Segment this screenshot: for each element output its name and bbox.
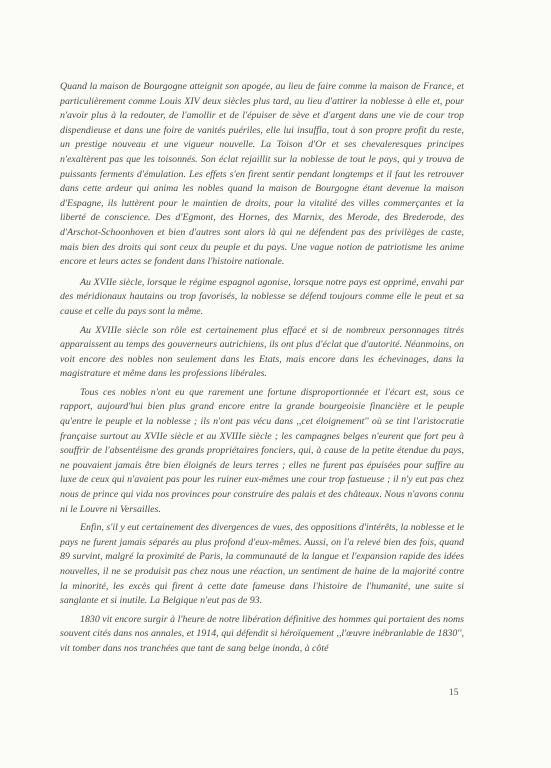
paragraph-1830: 1830 vit encore surgir à l'heure de notre libération définitive des hommes qui portaient des noms souvent cités dans nos annales, et 1914, qui défendit si héroïquement ,,l'œuvre inébranlable de 1830'', vit tomber dans nos tranchées que tant de sang belge inonda, à côté bbox=[60, 613, 464, 654]
paragraph-divergences: Enfin, s'il y eut certainement des divergences de vues, des oppositions d'intérêts, la noblesse et le pays ne furent jamais séparés au plus profond d'eux-mêmes. Aussi, on l'a relevé bien des fois, quand 89 survint, malgré la proximité de Paris, la communauté de la langue et l'expansion rapide des idées nouvelles, il ne se produisit pas chez nous une réaction, un sentiment de haine de la majorité contre la minorité, les excès qui firent à cette date fameuse dans l'histoire de l'humanité, une suite si sanglante et si inutile. La Belgique n'eut pas de 93. bbox=[60, 522, 464, 607]
page-number: 15 bbox=[449, 688, 459, 698]
paragraph-fortune: Tous ces nobles n'ont eu que rarement une fortune disproportionnée et l'écart est, sous ce rapport, aujourd'hui bien plus grand encore entre la grande bourgeoisie financière et le peuple qu'entre le peuple et la noblesse ; ils n'ont pas vécu dans ,,cet éloignement'' où se tint l'aristocratie française surtout au XVIIe siècle et au XVIIIe siècle ; les campagnes belges n'eurent que fort peu à souffrir de l'absentéisme des grands propriétaires fonciers, qui, à cause de la petite étendue du pays, ne pouvaient jamais être bien éloignés de leurs terres ; elles ne furent pas épuisées pour suffire au luxe de ceux qui n'avaient pas pour les ruiner eux-mêmes une cour trop fastueuse ; il n'y eut pas chez nous de prince qui vida nos provinces pour construire des palais et des châteaux. Nous n'avons connu ni le Louvre ni Versailles. bbox=[60, 386, 464, 515]
body-text bbox=[60, 80, 464, 661]
paragraph-bourgogne: Quand la maison de Bourgogne atteignit son apogée, au lieu de faire comme la maison de France, et particulièrement comme Louis XIV deux siècles plus tard, au lieu d'attirer la noblesse à elle et, pour n'avoir plus à la redouter, de l'amollir et de l'épuiser de sève et d'argent dans une vie de cour trop dispendieuse et dans une foire de vanités puériles, elle lui insuffla, tout à son propre profit du reste, un prestige nouveau et une vigueur nouvelle. La Toison d'Or et ses chevaleresques principes n'exaltèrent pas que les toisonnés. Son éclat rejaillit sur la noblesse de tout le pays, qui y trouva de puissants ferments d'émulation. Les effets s'en firent sentir pendant longtemps et il faut les retrouver dans cette ardeur qui anima les nobles quand la maison de Bourgogne étant devenue la maison d'Espagne, ils luttèrent pour le maintien de droits, pour la vitalité des villes commerçantes et la liberté de conscience. Des d'Egmont, des Hornes, des Marnix, des Merode, des Brederode, des d'Arschot-Schoonhoven et bien d'autres sont alors là qui ne défendent pas des privilèges de caste, mais bien des droits qui sont ceux du peuple et du pays. Une vague notion de patriotisme les anime encore et leurs actes se fondent dans l'histoire nationale. bbox=[60, 81, 464, 268]
paragraph-xviie-siecle: Au XVIIe siècle, lorsque le régime espagnol agonise, lorsque notre pays est opprimé, envahi par des méridionaux hautains ou trop favorisés, la noblesse se défend toujours comme elle le peut et sa cause et celle du pays sont la même. bbox=[60, 276, 464, 317]
paragraph-xviiie-siecle: Au XVIIIe siècle son rôle est certainement plus effacé et si de nombreux personnages titrés apparaissent au temps des gouverneurs autrichiens, ils ont plus d'éclat que d'autorité. Néanmoins, on voit encore des nobles non seulement dans les Etats, mais encore dans les échevinages, dans la magistrature et même dans les professions libérales. bbox=[60, 324, 464, 380]
